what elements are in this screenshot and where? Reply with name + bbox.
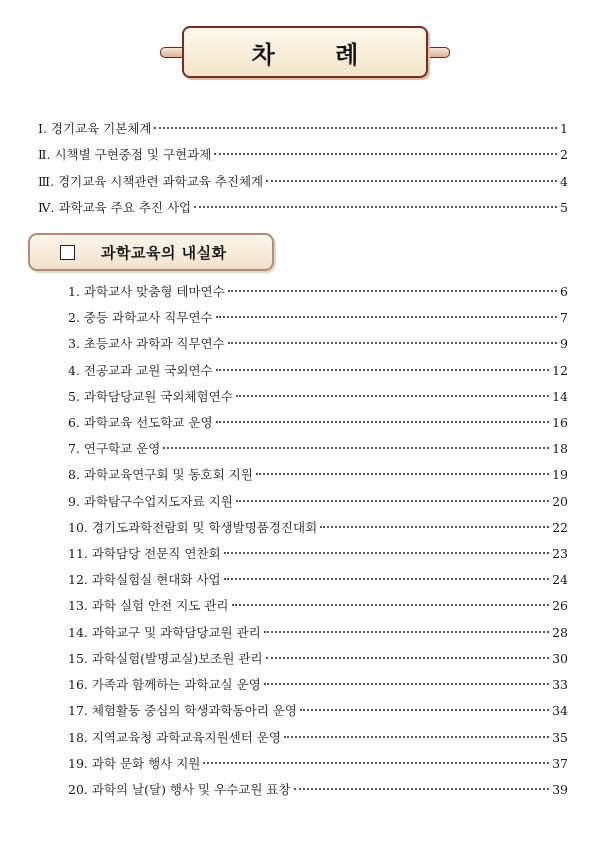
toc-row[interactable] <box>38 120 568 138</box>
toc-label: 시책별 구현중점 및 구현과제 <box>54 147 212 162</box>
toc-row[interactable] <box>68 597 568 615</box>
toc-row[interactable] <box>68 702 568 720</box>
toc-row[interactable] <box>68 414 568 432</box>
toc-num: 5. <box>68 389 84 404</box>
toc-num: 17. <box>68 703 92 718</box>
toc-page: 30 <box>552 651 568 666</box>
dot-leader <box>300 709 549 711</box>
toc-row[interactable] <box>68 283 568 301</box>
dot-leader <box>203 762 549 764</box>
toc-page: 28 <box>552 625 568 640</box>
toc-page: 7 <box>560 310 568 325</box>
toc-row[interactable] <box>68 388 568 406</box>
toc-num: 10. <box>68 520 92 535</box>
toc-label: 과학실험실 현대화 사업 <box>91 572 221 587</box>
toc-num: 19. <box>68 756 92 771</box>
toc-page: 6 <box>560 284 568 299</box>
toc-num: Ⅳ. <box>38 200 59 215</box>
toc-num: 20. <box>68 782 92 797</box>
dot-leader <box>236 500 549 502</box>
dot-leader <box>294 788 550 790</box>
toc-num: 8. <box>68 467 84 482</box>
toc-label: 과학교육 선도학교 운영 <box>83 415 213 430</box>
toc-num: 13. <box>68 598 92 613</box>
page-title: 차 례 <box>251 39 385 69</box>
toc-label: 과학담당교원 국외체험연수 <box>83 389 233 404</box>
toc-row[interactable] <box>68 624 568 642</box>
toc-label: 경기교육 기본체계 <box>50 121 152 136</box>
toc-num: 4. <box>68 363 84 378</box>
toc-page: 16 <box>552 415 568 430</box>
toc-num: 6. <box>68 415 84 430</box>
toc-page: 14 <box>552 389 568 404</box>
toc-num: 9. <box>68 494 84 509</box>
toc-label: 체험활동 중심의 학생과학동아리 운영 <box>91 703 297 718</box>
toc-row[interactable] <box>68 493 568 511</box>
toc-num: 16. <box>68 677 92 692</box>
toc-page: 12 <box>552 363 568 378</box>
dot-leader <box>320 526 549 528</box>
toc-label: 초등교사 과학과 직무연수 <box>83 336 225 351</box>
toc-num: Ⅱ. <box>38 147 55 162</box>
title-box <box>182 26 428 78</box>
toc-label: 과학교육연구회 및 동호회 지원 <box>83 467 253 482</box>
toc-page: 39 <box>552 782 568 797</box>
dot-leader <box>232 604 550 606</box>
toc-row[interactable] <box>68 519 568 537</box>
section-title: 과학교육의 내실화 <box>101 243 227 262</box>
toc-label: 과학의 날(달) 행사 및 우수교원 표창 <box>91 782 291 797</box>
toc-num: 7. <box>68 441 84 456</box>
section-square-icon <box>60 245 75 260</box>
toc-num: 15. <box>68 651 92 666</box>
toc-num: 2. <box>68 310 84 325</box>
toc-page: 19 <box>552 467 568 482</box>
dot-leader <box>214 153 557 155</box>
toc-row[interactable] <box>68 545 568 563</box>
toc-label: 전공교과 교원 국외연수 <box>83 363 213 378</box>
toc-page: 24 <box>552 572 568 587</box>
toc-label: 과학 실험 안전 지도 관리 <box>91 598 229 613</box>
toc-label: 연구학교 운영 <box>83 441 161 456</box>
toc-label: 경기도과학전람회 및 학생발명품경진대회 <box>91 520 318 535</box>
dot-leader <box>264 631 549 633</box>
dot-leader <box>154 127 557 129</box>
toc-num: Ⅰ. <box>38 121 51 136</box>
toc-row[interactable] <box>68 571 568 589</box>
dot-leader <box>266 180 557 182</box>
toc-row[interactable] <box>68 781 568 799</box>
toc-label: 과학탐구수업지도자료 지원 <box>83 494 233 509</box>
toc-label: 과학실험(발명교실)보조원 관리 <box>91 651 263 666</box>
toc-row[interactable] <box>38 199 568 217</box>
dot-leader <box>216 369 549 371</box>
toc-row[interactable] <box>68 335 568 353</box>
toc-page: 37 <box>552 756 568 771</box>
toc-label: 과학교사 맞춤형 테마연수 <box>83 284 225 299</box>
toc-page: 26 <box>552 598 568 613</box>
toc-num: 11. <box>68 546 92 561</box>
toc-page: 22 <box>552 520 568 535</box>
toc-row[interactable] <box>68 362 568 380</box>
dot-leader <box>228 290 557 292</box>
dot-leader <box>236 395 549 397</box>
toc-num: 14. <box>68 625 92 640</box>
toc-num: 12. <box>68 572 92 587</box>
toc-page: 9 <box>560 336 568 351</box>
dot-leader <box>216 316 557 318</box>
toc-page: 20 <box>552 494 568 509</box>
dot-leader <box>228 342 557 344</box>
dot-leader <box>163 447 549 449</box>
toc-label: 지역교육청 과학교육지원센터 운영 <box>91 730 281 745</box>
toc-page: 1 <box>560 121 568 136</box>
toc-row[interactable] <box>68 440 568 458</box>
toc-num: 1. <box>68 284 84 299</box>
toc-label: 과학 문화 행사 지원 <box>91 756 201 771</box>
title-banner <box>160 26 450 78</box>
toc-row[interactable] <box>68 755 568 773</box>
toc-page: 23 <box>552 546 568 561</box>
toc-label: 과학담당 전문직 연찬회 <box>91 546 221 561</box>
toc-page: 5 <box>560 200 568 215</box>
toc-page: 35 <box>552 730 568 745</box>
dot-leader <box>266 657 550 659</box>
toc-label: 경기교육 시책관련 과학교육 추진체계 <box>58 174 264 189</box>
toc-row[interactable] <box>38 146 568 164</box>
dot-leader <box>224 578 550 580</box>
toc-label: 중등 과학교사 직무연수 <box>83 310 213 325</box>
dot-leader <box>256 473 549 475</box>
toc-row[interactable] <box>68 466 568 484</box>
toc-label: 가족과 함께하는 과학교실 운영 <box>91 677 261 692</box>
toc-label: 과학교구 및 과학담당교원 관리 <box>91 625 261 640</box>
toc-label: 과학교육 주요 추진 사업 <box>58 200 192 215</box>
toc-row[interactable] <box>68 676 568 694</box>
dot-leader <box>194 206 557 208</box>
toc-row[interactable] <box>68 309 568 327</box>
section-header <box>28 233 274 271</box>
dot-leader <box>264 683 549 685</box>
dot-leader <box>284 736 549 738</box>
toc-num: 18. <box>68 730 92 745</box>
toc-page: 2 <box>560 147 568 162</box>
toc-page: 18 <box>552 441 568 456</box>
toc-row[interactable] <box>68 650 568 668</box>
toc-page: 33 <box>552 677 568 692</box>
dot-leader <box>224 552 550 554</box>
toc-num: Ⅲ. <box>38 174 59 189</box>
dot-leader <box>216 421 549 423</box>
toc-num: 3. <box>68 336 84 351</box>
toc-row[interactable] <box>38 173 568 191</box>
toc-row[interactable] <box>68 729 568 747</box>
toc-page: 34 <box>552 703 568 718</box>
toc-page: 4 <box>560 174 568 189</box>
